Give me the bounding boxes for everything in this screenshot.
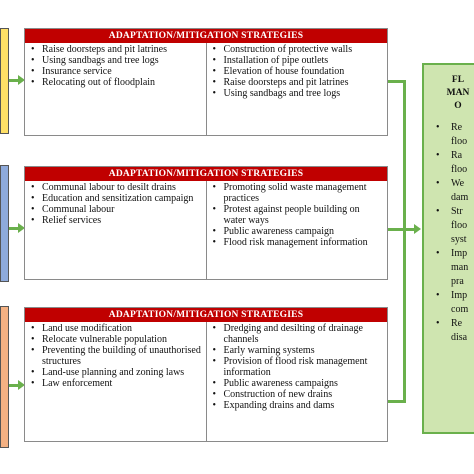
list-item: • Construction of protective walls <box>211 44 384 55</box>
list-item: • Protest against people building on water ways <box>211 204 384 226</box>
outcome-title-line: MAN <box>446 88 470 98</box>
outcome-item: • Imp <box>424 247 474 261</box>
list-item: • Relocating out of floodplain <box>29 77 202 88</box>
arrow-to-panel-2 <box>9 227 19 230</box>
strategy-panel-1 <box>24 28 388 136</box>
panel-right-column <box>207 322 388 441</box>
list-item: • Preventing the building of unauthorised structures <box>29 345 202 367</box>
panel-header: ADAPTATION/MITIGATION STRATEGIES <box>25 29 387 43</box>
panel-header: ADAPTATION/MITIGATION STRATEGIES <box>25 167 387 181</box>
outcome-item: • We <box>424 177 474 191</box>
outcome-item-cont: com <box>451 304 469 315</box>
list-item: • Communal labour to desilt drains <box>29 182 202 193</box>
outcome-item-cont: floo <box>451 220 468 231</box>
list-item: • Insurance service <box>29 66 202 77</box>
arrow-to-panel-3 <box>9 384 19 387</box>
outcome-title-line: FL <box>451 75 465 85</box>
outcome-item: • Imp <box>424 289 474 303</box>
outcome-item: • Re <box>424 317 474 331</box>
list-item: • Education and sensitization campaign <box>29 193 202 204</box>
list-item: • Relief services <box>29 215 202 226</box>
list-item: • Communal labour <box>29 204 202 215</box>
list-item: • Relocate vulnerable population <box>29 334 202 345</box>
list-item: • Expanding drains and dams <box>211 400 384 411</box>
list-item: • Early warning systems <box>211 345 384 356</box>
outcome-box <box>422 63 474 434</box>
list-item: • Raise doorsteps and pit latrines <box>211 77 384 88</box>
panel-left-column <box>25 322 207 441</box>
list-item: • Using sandbags and tree logs <box>211 88 384 99</box>
list-item: • Using sandbags and tree logs <box>29 55 202 66</box>
outcome-item-cont: dam <box>451 192 469 203</box>
side-block-blue <box>0 165 9 282</box>
side-block-orange <box>0 306 9 448</box>
outcome-item-cont: floo <box>451 164 468 175</box>
list-item: • Public awareness campaigns <box>211 378 384 389</box>
outcome-title <box>424 65 474 113</box>
outcome-item-cont: floo <box>451 136 468 147</box>
outcome-item-cont: pra <box>451 276 464 287</box>
list-item: • Law enforcement <box>29 378 202 389</box>
outcome-item-cont: disa <box>451 332 468 343</box>
connector-vertical <box>403 80 406 403</box>
arrow-to-panel-1 <box>9 79 19 82</box>
panel-right-column <box>207 181 388 279</box>
connector-panel-2 <box>388 228 405 231</box>
list-item: • Provision of flood risk management information <box>211 356 384 378</box>
panel-header: ADAPTATION/MITIGATION STRATEGIES <box>25 308 387 322</box>
strategy-panel-3 <box>24 307 388 442</box>
list-item: • Public awareness campaign <box>211 226 384 237</box>
list-item: • Dredging and desilting of drainage channels <box>211 323 384 345</box>
connector-panel-3 <box>388 400 405 403</box>
panel-left-column <box>25 181 207 279</box>
outcome-item-cont: man <box>451 262 469 273</box>
list-item: • Elevation of house foundation <box>211 66 384 77</box>
outcome-item-cont: syst <box>451 234 467 245</box>
list-item: • Land-use planning and zoning laws <box>29 367 202 378</box>
connector-panel-1 <box>388 80 405 83</box>
list-item: • Land use modification <box>29 323 202 334</box>
list-item: • Flood risk management information <box>211 237 384 248</box>
panel-right-column <box>207 43 388 135</box>
outcome-item: • Str <box>424 205 474 219</box>
list-item: • Construction of new drains <box>211 389 384 400</box>
list-item: • Installation of pipe outlets <box>211 55 384 66</box>
outcome-title-line: O <box>454 101 462 111</box>
outcome-item: • Re <box>424 121 474 135</box>
list-item: • Promoting solid waste management practices <box>211 182 384 204</box>
side-block-yellow <box>0 28 9 134</box>
outcome-item: • Ra <box>424 149 474 163</box>
list-item: • Raise doorsteps and pit latrines <box>29 44 202 55</box>
panel-left-column <box>25 43 207 135</box>
strategy-panel-2 <box>24 166 388 280</box>
arrow-to-outcome-box <box>405 228 415 231</box>
